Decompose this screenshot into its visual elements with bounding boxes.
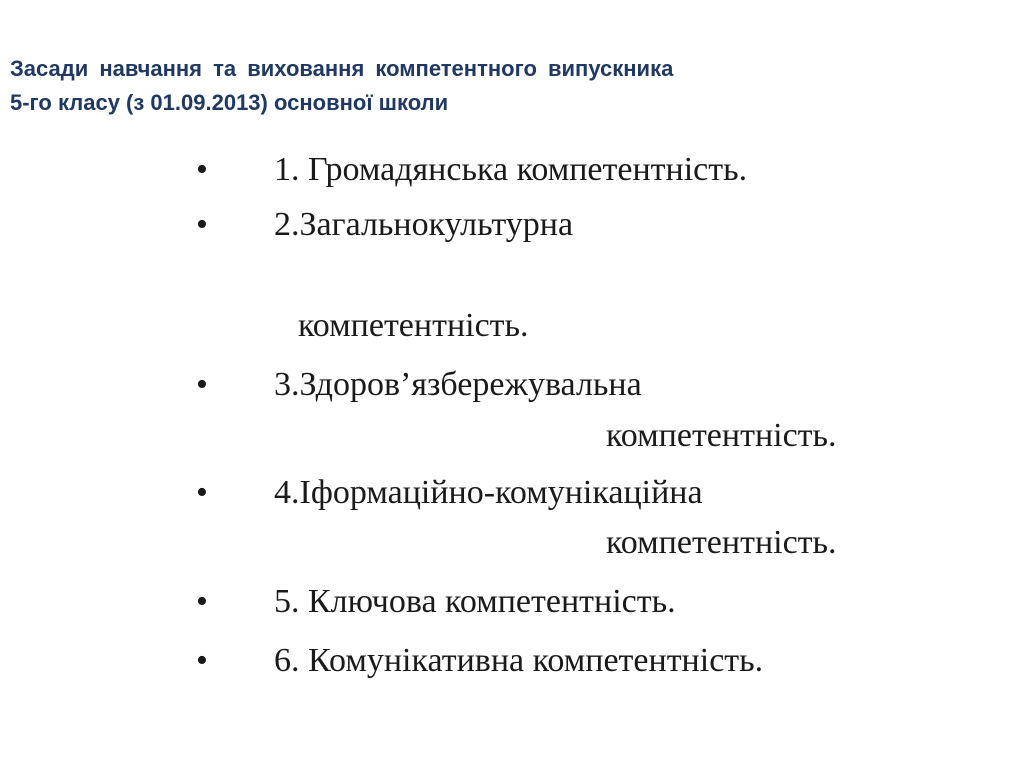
list-item-text-continuation: компетентність. [606,417,837,454]
bullet-icon: • [196,206,208,243]
list-item-text: 6. Комунікативна компетентність. [274,642,764,679]
list-item-text-continuation: компетентність. [298,307,529,344]
bullet-icon: • [196,366,208,403]
list-item-text: 2.Загальнокультурна [274,206,574,243]
title-line-2: 5-го класу (з 01.09.2013) основної школи [10,90,449,115]
list-item-text: 4.Іформаційно-комунікаційна [274,474,703,511]
list-item-text-continuation: компетентність. [606,524,837,561]
bullet-icon: • [196,474,208,511]
bullet-icon: • [196,151,208,188]
list-item-text: 5. Ключова компетентність. [274,583,676,620]
title-line-1: Засади навчання та виховання компетентного випускника [10,56,674,81]
list-item-text: 3.Здоров’язбережувальна [274,366,642,403]
bullet-icon: • [196,642,208,679]
bullet-icon: • [196,583,208,620]
list-item-text: 1. Громадянська компетентність. [274,151,748,188]
